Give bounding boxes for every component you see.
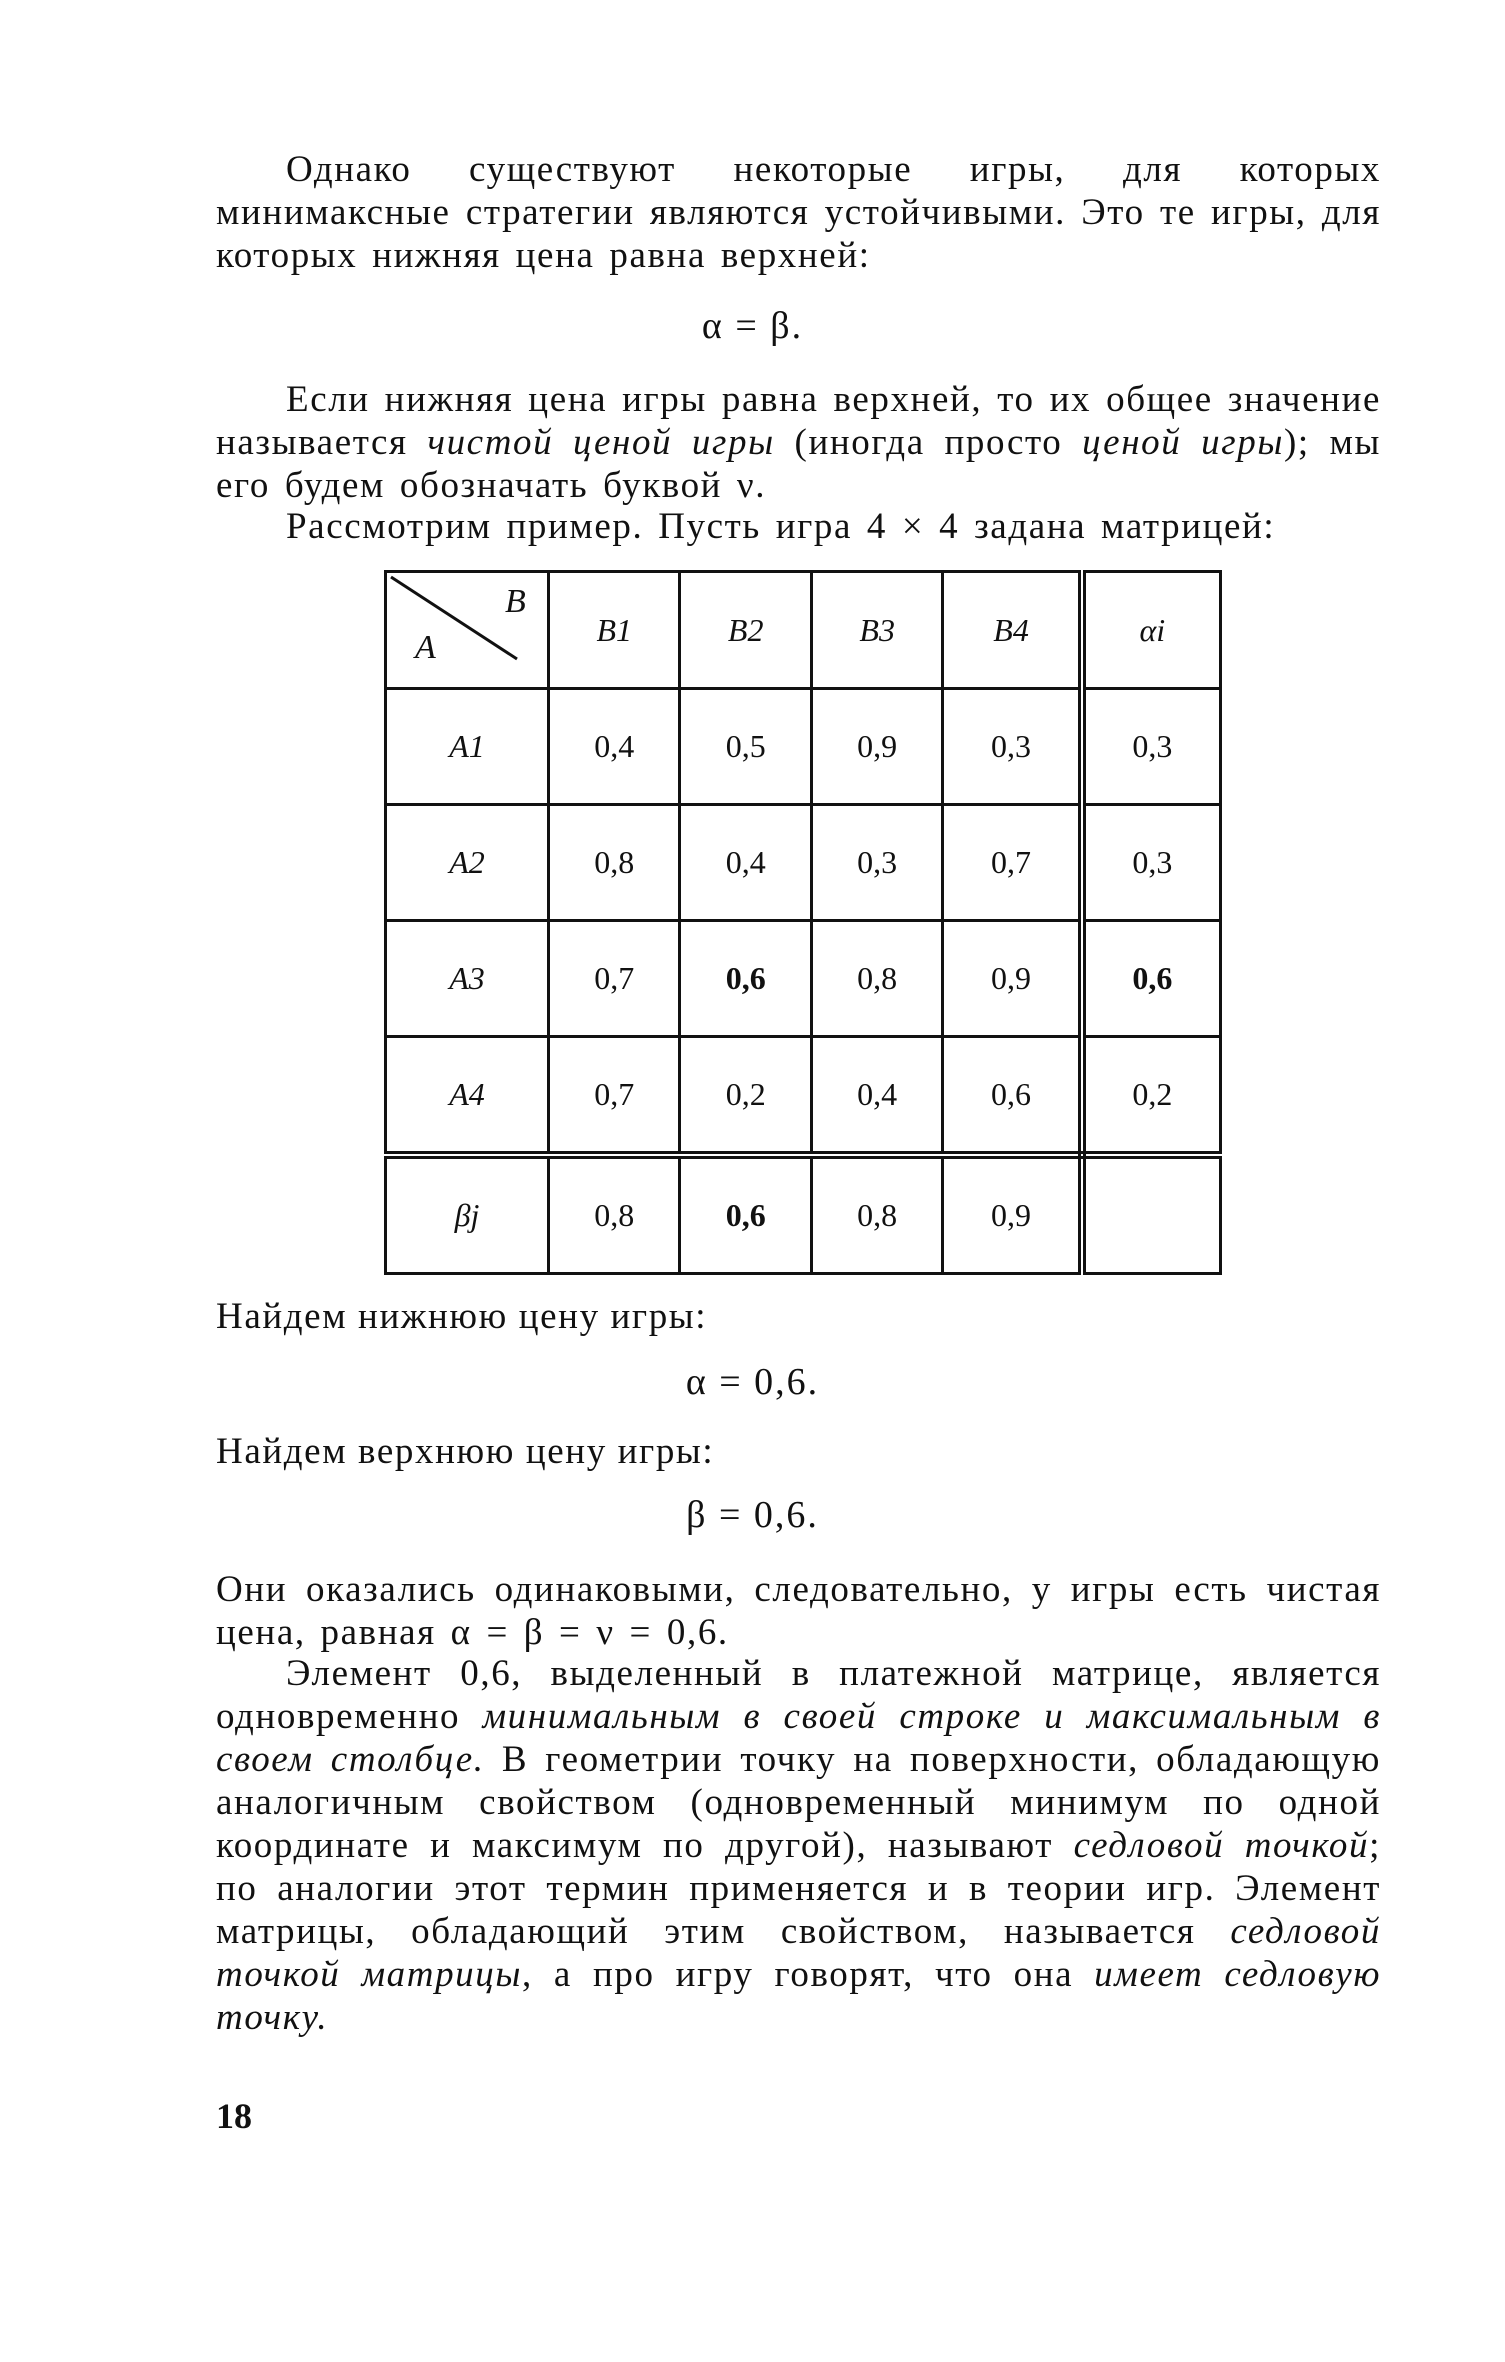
term-pure-game-value: чистой ценой игры xyxy=(427,422,775,463)
saddle-point-cell: 0,6 xyxy=(680,921,811,1037)
header-b2: B2 xyxy=(680,572,811,689)
row-label: A3 xyxy=(386,921,549,1037)
matrix-cell: 0,8 xyxy=(811,921,942,1037)
row-min-cell: 0,3 xyxy=(1082,689,1221,805)
formula-lower-value: α = 0,6. xyxy=(685,1361,820,1403)
term-saddle-point: седловой точкой xyxy=(1073,1825,1370,1866)
term-min-max: минимальным в своей строке и максимальным в своем столбце. xyxy=(216,1696,1381,1780)
row-label: A1 xyxy=(386,689,549,805)
header-b3: B3 xyxy=(811,572,942,689)
matrix-cell: 0,7 xyxy=(943,805,1082,921)
formula-upper-value: β = 0,6. xyxy=(686,1494,819,1536)
col-max-cell: 0,9 xyxy=(943,1155,1082,1274)
matrix-cell: 0,7 xyxy=(549,921,680,1037)
header-b1: B1 xyxy=(549,572,680,689)
matrix-cell: 0,9 xyxy=(943,921,1082,1037)
matrix-row-a3 xyxy=(386,921,1221,1037)
paragraph-example: Рассмотрим пример. Пусть игра 4 × 4 задана матрицей: xyxy=(286,506,1276,547)
matrix-row-beta xyxy=(386,1155,1221,1274)
matrix-row-a4 xyxy=(386,1037,1221,1156)
paragraph-intro: Однако существуют некоторые игры, для которых минимаксные стратегии являются устойчивыми. Это те игры, для которых нижняя цена равна верхней: xyxy=(216,149,1381,276)
term-matrix-saddle-point: седловой точкой матрицы xyxy=(216,1911,1381,1995)
header-b4: B4 xyxy=(943,572,1082,689)
header-alpha: αi xyxy=(1082,572,1221,689)
text-segment: ); мы его будем обозначать буквой ν. xyxy=(216,422,1382,506)
row-min-cell-max: 0,6 xyxy=(1082,921,1221,1037)
text-segment: , а про игру говорят, что она xyxy=(522,1954,1095,1995)
upper-value-intro: Найдем верхнюю цену игры: xyxy=(216,1431,715,1472)
paragraph-conclusion: Они оказались одинаковыми, следовательно, у игры есть чистая цена, равная α = β = ν = 0,6. xyxy=(216,1569,1381,1653)
paragraph-saddle-point xyxy=(216,1652,1381,2039)
matrix-corner-cell xyxy=(386,572,549,689)
row-label: A2 xyxy=(386,805,549,921)
matrix-cell: 0,4 xyxy=(549,689,680,805)
term-game-value: ценой игры xyxy=(1082,422,1284,463)
matrix-cell: 0,4 xyxy=(680,805,811,921)
matrix-row-a2 xyxy=(386,805,1221,921)
matrix-cell: 0,3 xyxy=(943,689,1082,805)
text-segment: ; по аналогии этот термин применяется и в теории игр. Элемент матрицы, обладающий этим свойством, называется xyxy=(216,1825,1382,1952)
corner-label-a: A xyxy=(415,629,436,666)
col-max-cell: 0,8 xyxy=(549,1155,680,1274)
matrix-row-a1 xyxy=(386,689,1221,805)
page-number: 18 xyxy=(216,2096,252,2136)
matrix-cell: 0,5 xyxy=(680,689,811,805)
matrix-cell: 0,2 xyxy=(680,1037,811,1156)
paragraph-pure-value xyxy=(216,378,1381,507)
row-min-cell: 0,3 xyxy=(1082,805,1221,921)
row-label: βj xyxy=(386,1155,549,1274)
lower-value-intro: Найдем нижнюю цену игры: xyxy=(216,1296,708,1337)
matrix-cell: 0,4 xyxy=(811,1037,942,1156)
empty-cell xyxy=(1082,1155,1221,1274)
matrix-cell: 0,3 xyxy=(811,805,942,921)
matrix-cell: 0,8 xyxy=(549,805,680,921)
text-segment: (иногда просто xyxy=(774,422,1083,463)
matrix-cell: 0,6 xyxy=(943,1037,1082,1156)
text-segment: В геометрии точку на поверхности, обладающую аналогичным свойством (одновременный минимум по одной координате и максимум по другой), называют xyxy=(216,1739,1381,1866)
text-segment: Если нижняя цена игры равна верхней, то их общее значение называется xyxy=(216,379,1381,463)
formula-alpha-equals-beta: α = β. xyxy=(701,305,804,347)
payoff-matrix xyxy=(384,570,1222,1275)
term-has-saddle-point: имеет седловую точку. xyxy=(216,1954,1382,2038)
col-max-cell: 0,8 xyxy=(811,1155,942,1274)
col-max-cell-min: 0,6 xyxy=(680,1155,811,1274)
text-segment: Элемент 0,6, выделенный в платежной матрице, является одновременно xyxy=(216,1653,1381,1737)
corner-label-b: B xyxy=(505,583,526,620)
matrix-cell: 0,9 xyxy=(811,689,942,805)
row-min-cell: 0,2 xyxy=(1082,1037,1221,1156)
matrix-cell: 0,7 xyxy=(549,1037,680,1156)
matrix-header-row xyxy=(386,572,1221,689)
row-label: A4 xyxy=(386,1037,549,1156)
